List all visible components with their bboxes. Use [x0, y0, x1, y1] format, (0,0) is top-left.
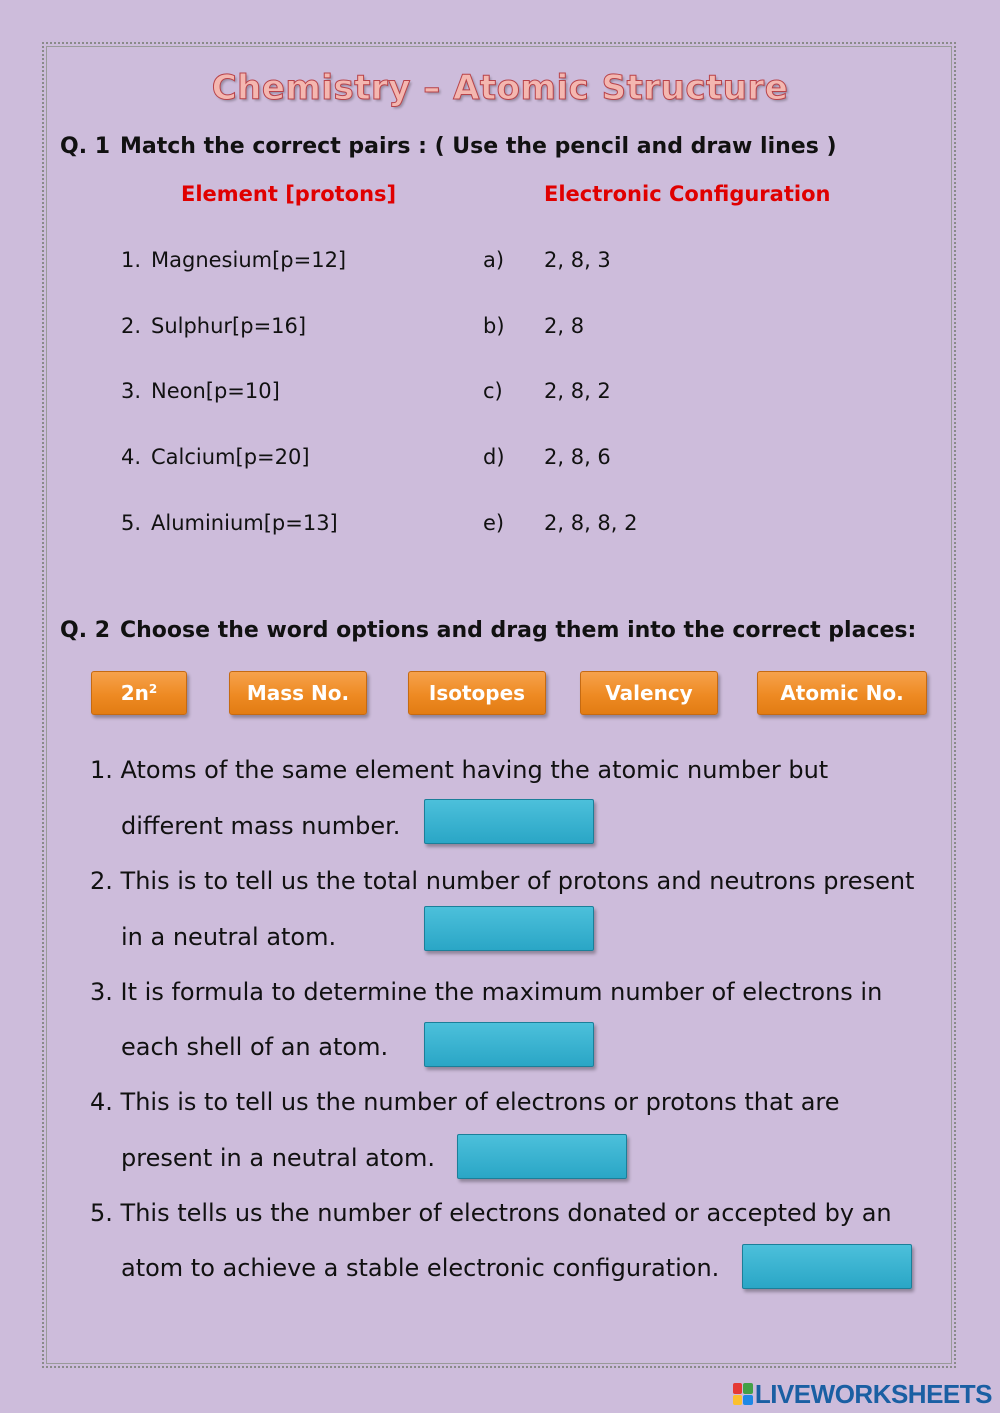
option-formula-exponent: 2 [148, 682, 158, 696]
element-number: 3. [121, 379, 142, 403]
config-value[interactable]: 2, 8, 8, 2 [544, 511, 638, 535]
q2-item-4-text: 4. This is to tell us the number of electrons or protons that are [90, 1088, 840, 1116]
q1-heading [60, 134, 837, 159]
q2-item-1-text: 1. Atoms of the same element having the atomic number but [90, 756, 829, 784]
element-name[interactable]: Calcium[p=20] [151, 445, 310, 469]
config-letter: d) [483, 445, 505, 469]
option-mass-no[interactable]: Mass No. [229, 671, 367, 715]
config-value[interactable]: 2, 8, 3 [544, 248, 611, 272]
answer-drop-zone-3[interactable] [424, 1022, 594, 1067]
q2-number: Q. 2 [60, 618, 111, 643]
config-letter: c) [483, 379, 503, 403]
element-number: 1. [121, 248, 142, 272]
answer-drop-zone-1[interactable] [424, 799, 594, 844]
q2-item-3-text-cont: each shell of an atom. [121, 1033, 389, 1061]
config-letter: a) [483, 248, 505, 272]
answer-drop-zone-5[interactable] [742, 1244, 912, 1289]
element-number: 4. [121, 445, 142, 469]
element-name[interactable]: Aluminium[p=13] [151, 511, 338, 535]
match-row [0, 511, 1000, 545]
q1-number: Q. 1 [60, 134, 111, 159]
match-row [0, 248, 1000, 282]
element-name[interactable]: Magnesium[p=12] [151, 248, 347, 272]
option-isotopes[interactable]: Isotopes [408, 671, 546, 715]
brand-name: LIVEWORKSHEETS [754, 1378, 992, 1409]
config-value[interactable]: 2, 8, 6 [544, 445, 611, 469]
match-row [0, 314, 1000, 348]
q2-item-4-text-cont: present in a neutral atom. [121, 1144, 435, 1172]
element-column-header: Element [protons] [181, 182, 397, 206]
q2-heading [60, 618, 916, 643]
answer-drop-zone-2[interactable] [424, 906, 594, 951]
q2-item-2-text-cont: in a neutral atom. [121, 923, 337, 951]
element-number: 5. [121, 511, 142, 535]
q1-instruction: Match the correct pairs : ( Use the pencil and draw lines ) [120, 134, 837, 159]
q2-item-5-text-cont: atom to achieve a stable electronic configuration. [121, 1254, 720, 1282]
option-2n-squared[interactable] [91, 671, 187, 715]
q2-instruction: Choose the word options and drag them into the correct places: [120, 618, 917, 643]
element-name[interactable]: Sulphur[p=16] [151, 314, 307, 338]
q2-item-3-text: 3. It is formula to determine the maximum number of electrons in [90, 978, 883, 1006]
element-name[interactable]: Neon[p=10] [151, 379, 280, 403]
match-row [0, 445, 1000, 479]
answer-drop-zone-4[interactable] [457, 1134, 627, 1179]
q2-item-1-text-cont: different mass number. [121, 812, 401, 840]
config-value[interactable]: 2, 8 [544, 314, 585, 338]
worksheet-title: Chemistry – Atomic Structure [211, 68, 789, 108]
configuration-column-header: Electronic Configuration [544, 182, 831, 206]
q2-item-5-text: 5. This tells us the number of electrons donated or accepted by an [90, 1199, 892, 1227]
option-valency[interactable]: Valency [580, 671, 718, 715]
config-letter: b) [483, 314, 505, 338]
option-atomic-no[interactable]: Atomic No. [757, 671, 927, 715]
config-letter: e) [483, 511, 505, 535]
liveworksheets-logo [733, 1379, 992, 1409]
option-formula-base: 2n [120, 681, 149, 705]
liveworksheets-icon [733, 1383, 753, 1405]
config-value[interactable]: 2, 8, 2 [544, 379, 611, 403]
match-row [0, 379, 1000, 413]
element-number: 2. [121, 314, 142, 338]
q2-item-2-text: 2. This is to tell us the total number of protons and neutrons present [90, 867, 915, 895]
